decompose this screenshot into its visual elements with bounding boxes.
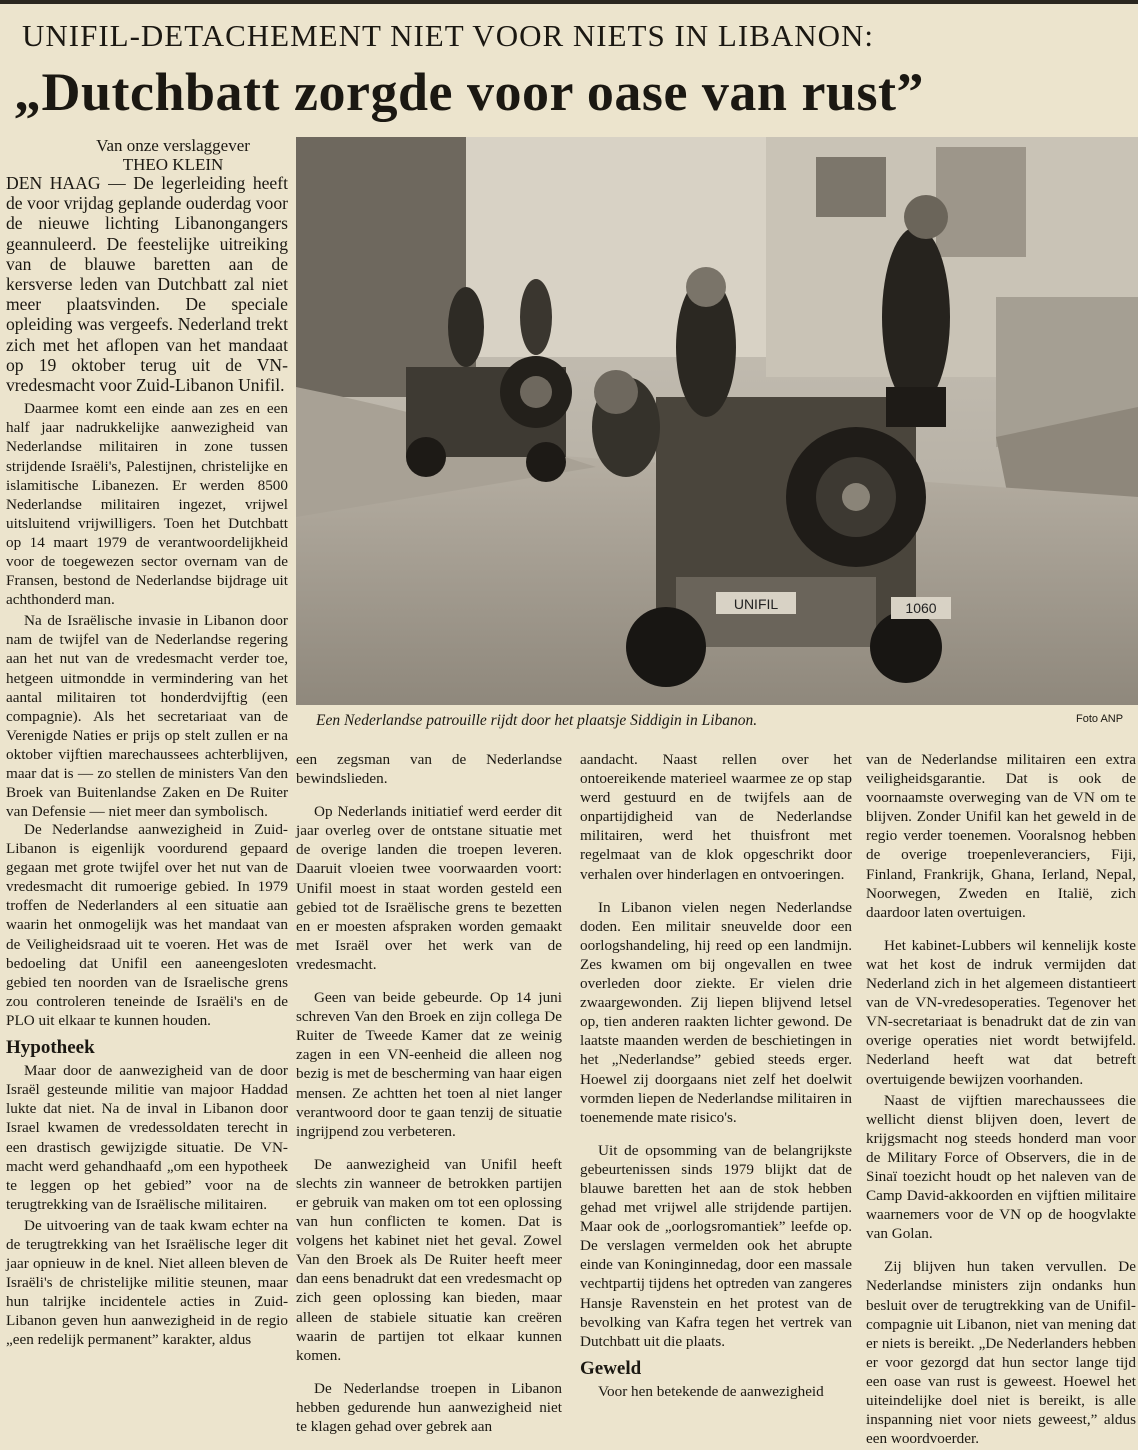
body-paragraph: Daarmee komt een einde aan zes en een half jaar nadrukkelijke aanwezigheid van Nederlandse militairen in zone tussen strijdende Israëli's, Palestijnen, christelijke en islamitische Libanezen. Er werden 8500 Nederlandse militairen ingezet, vrijwel uitsluitend vrijwilligers. Toen het Dutchbatt op 14 maart 1979 de verantwoordelijkheid voor de toegewezen sector overnam van de Fransen, bestond de Nederlandse bijdrage uit achthonderd man.	[6, 400, 288, 609]
kicker-heading: UNIFIL-DETACHEMENT NIET VOOR NIETS IN LIBANON:	[22, 18, 875, 53]
article-column-1	[6, 173, 288, 823]
body-paragraph: aandacht. Naast rellen over het ontoereikende materieel waarmee ze op stap werd gestuurd en de twijfels aan de onpartijdigheid van de Nederlandse militairen, werd het thuisfront met regelmaat van de klok opgeschrikt door verhalen over hinderlagen en ontvoeringen.	[580, 751, 852, 883]
news-photo	[296, 137, 1138, 705]
body-paragraph: Na de Israëlische invasie in Libanon door nam de twijfel van de Nederlandse regering aan het nut van de vredesmacht verder toe, hetgeen uitmondde in vermindering van het aantal militairen tot honderdvijftig (een compagnie). Als het secretariaat van de Verenigde Naties er prijs op stelt zullen er na oktober vijftien marechaussees achterblijven, maar dat is — zo stellen de ministers Van den Broek van Buitenlandse Zaken en De Ruiter van Defensie — niet meer dan symbolisch.	[6, 612, 288, 821]
vehicle-plate-text: UNIFIL	[733, 596, 779, 612]
article-column-3	[580, 750, 852, 1403]
byline	[58, 136, 288, 174]
body-paragraph: De uitvoering van de taak kwam echter na de terugtrekking van het Israëlische leger dit jaar opnieuw in de knel. Niet alleen bleven de Israëli's de christelijke militie steunen, maar hun talrijke incidentele acties in Zuid-Libanon geven hun aanwezigheid in de regio „een redelijk permanent” karakter, aldus	[6, 1216, 288, 1349]
body-paragraph: een zegsman van de Nederlandse bewindslieden.	[296, 751, 562, 788]
body-paragraph: Het kabinet-Lubbers wil kennelijk koste wat het kost de indruk vermijden dat Nederland zich in het algemeen distantieert van de VN-vredesoperaties. Tegenover het VN-secretariaat is benadrukt dat de zin van overige operaties niet wordt betwijfeld. Nederland heeft wat dat betreft overtuigende bewijzen voorhanden.	[866, 936, 1136, 1088]
article-column-4	[866, 750, 1136, 1450]
headline: „Dutchbatt zorgde voor oase van rust”	[14, 62, 924, 122]
body-paragraph: Geen van beide gebeurde. Op 14 juni schreven Van den Broek en zijn collega De Ruiter de Tweede Kamer dat ze weinig zagen in een VN-eenheid die alleen nog bezig is met de bescherming van haar eigen mensen. Ze achtten het toen al niet langer verantwoord door te gaan tenzij de situatie ingrijpend zou verbeteren.	[296, 989, 562, 1140]
byline-author: THEO KLEIN	[122, 155, 224, 174]
byline-role: Van onze verslaggever	[96, 136, 250, 155]
body-paragraph: Voor hen betekende de aanwezigheid	[598, 1382, 824, 1400]
wall-left	[296, 137, 476, 397]
photo-credit: Foto ANP	[1076, 713, 1124, 725]
body-paragraph: Maar door de aanwezigheid van de door Israël gesteunde militie van majoor Haddad lukte dat niet. Na de inval in Libanon door Israel kwamen de vredessoldaten terecht in een drastisch gewijzigde situatie. De VN-macht werd gehandhaafd „om een hypotheek te leggen op het gebied” voor na de terugtrekking van de Israëlische militairen.	[6, 1062, 288, 1213]
body-paragraph: van de Nederlandse militairen een extra veiligheidsgarantie. Dat is ook de voornaamste overweging van de VN om te blijven. Zonder Unifil kan het geweld in de regio verder toenemen. Vooralsnog hebben de overige troepenleveranciers, Fiji, Finland, Frankrijk, Ghana, Ierland, Nepal, Noorwegen, Zweden en Italië, zich daardoor laten overtuigen.	[866, 751, 1136, 921]
lead-paragraph: DEN HAAG — De legerleiding heeft de voor vrijdag geplande ouderdag voor de nieuwe lichting Libanongangers geannuleerd. De feestelijke uitreiking van de blauwe baretten aan de kersverse leden van Dutchbatt zal niet meer plaatsvinden. De speciale opleiding was vergeefs. Nederland trekt zich met het aflopen van het mandaat op 19 oktober terug uit de VN-vredesmacht voor Zuid-Libanon Unifil.	[6, 173, 288, 396]
body-paragraph: Naast de vijftien marechaussees die wellicht dienst blijven doen, levert de krijgsmacht nog steeds honderd man voor de Military Force of Observers, die in de Sinaï toezicht houdt op het naleven van de Camp David-akkoorden en vijftien militaire waarnemers voor de VN op de hoogvlakte van Golan.	[866, 1091, 1136, 1243]
photo-caption: Een Nederlandse patrouille rijdt door het plaatsje Siddigin in Libanon.	[316, 712, 758, 729]
body-paragraph: De aanwezigheid van Unifil heeft slechts zin wanneer de betrokken partijen er gebruik van maken om tot een oplossing van hun conflicten te komen. Dat is volgens het kabinet niet het geval. Zowel Van den Broek als De Ruiter heeft meer dan eens benadrukt dat een vredesmacht op zich geen oplossing kan bieden, maar alleen de stabiele situatie kan creëren waarin de partijen tot elkaar kunnen komen.	[296, 1155, 562, 1364]
body-paragraph: Op Nederlands initiatief werd eerder dit jaar overleg over de ontstane situatie met de overige landen die troepen leveren. Daaruit vloeien twee voorwaarden voort: Unifil moest in staat worden gesteld een gebied tot de Israëlische grens te bezetten en er moesten afspraken worden gemaakt met Israël over het werk van de vredesmacht.	[296, 803, 562, 973]
subheading-geweld: Geweld	[580, 1357, 642, 1379]
article-column-2	[296, 750, 562, 1438]
body-paragraph: De Nederlandse troepen in Libanon hebben gedurende hun aanwezigheid niet te klagen gehad over gebrek aan	[296, 1379, 562, 1435]
article-column-1-lower	[6, 820, 288, 1352]
subheading-hypotheek: Hypotheek	[6, 1037, 95, 1059]
body-paragraph: In Libanon vielen negen Nederlandse doden. Een militair sneuvelde door een oorlogshandeling, hij reed op een landmijn. Zes kwamen om bij ongevallen en twee overleden door ziekte. Er vielen drie zwaargewonden. Zij liepen blijvend letsel op, tien anderen raakten lichter gewond. De laatste maanden werden de beschietingen in het „Nederlandse” gebied steeds erger. Hoewel zij doorgaans niet zelf het doelwit vormden liepen de Nederlandse militairen in toenemende mate risico's.	[580, 898, 852, 1126]
jeep-patrol-photo	[296, 137, 1138, 705]
body-paragraph: De Nederlandse aanwezigheid in Zuid-Libanon is eigenlijk voordurend gepaard gegaan met grote twijfel over het nut van de vredesmacht dit rumoerige gebied. In 1979 troffen de Nederlanders al een situatie aan waarin het onmogelijk was het mandaat van de Veiligheidsraad uit te voeren. Het was de bedoeling dat Unifil een aaneengesloten gebied ten noorden van de Israelische grens zou controleren teneinde de Israëli's en de PLO uit elkaar te kunnen houden.	[6, 821, 288, 1029]
vehicle-plate-number: 1060	[905, 600, 937, 616]
body-paragraph: Uit de opsomming van de belangrijkste gebeurtenissen sinds 1979 blijkt dat de blauwe baretten het aan de stok hebben gehad met vrijwel alle strijdende partijen. Maar ook de „oorlogsromantiek” leefde op. De verslagen vermelden ook het abrupte einde van Koninginnedag, door een massale vechtpartij tijdens het optreden van zangeres Hansje Ravenstein en het protest van de bevolking van Kafra tegen het vertrek van Dutchbatt uit die plaats.	[580, 1141, 852, 1350]
body-paragraph: Zij blijven hun taken vervullen. De Nederlandse ministers zijn ondanks hun besluit over de terugtrekking van de Unifil-compagnie uit Libanon, niet van mening dat er niets is bereikt. „De Nederlanders hebben er voor gezorgd dat hun sector lange tijd een oase van rust is geweest. Hoewel het uiteindelijke doel niet is bereikt, is alle inspanning niet voor niets geweest,” aldus een woordvoerder.	[866, 1258, 1136, 1448]
top-border-rule	[0, 0, 1138, 4]
